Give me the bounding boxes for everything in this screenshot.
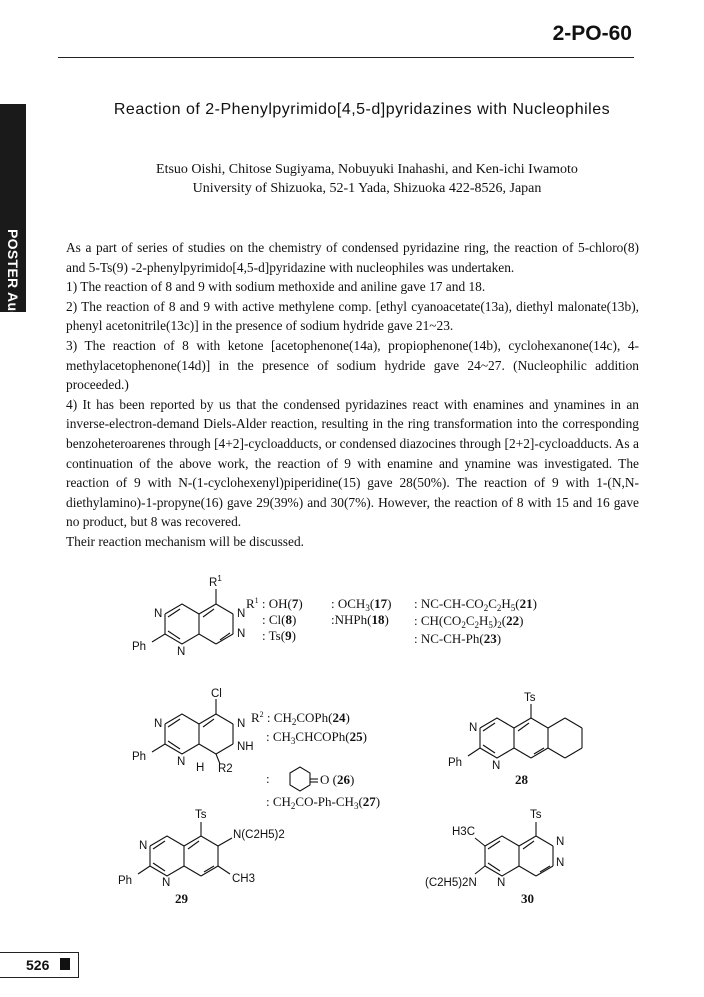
atom-n: N [492,760,501,772]
r1-och3: : $OCH_3(17)$ [331,596,392,613]
atom-n: N [556,836,565,848]
atom-n: N [237,718,246,730]
r1-nhph: :NHPh(18) [331,612,389,627]
side-tab-text: POSTER August 2 (Thu) [5,229,21,395]
atom-n: N [556,857,565,869]
page-marker-square [60,958,70,970]
r1-substituent-table [246,596,537,646]
atom-n: N [237,628,246,640]
abstract-item-3: 3) The reaction of 8 with ketone [acetophenone(14a), propiophenone(14b), cyclohexanone(14c), 4-methylacetophenone(14d)] in the presence of sodium hydride gave 24~27. (Nucleophilic addition proceeded.) [66,337,639,393]
atom-n: N [237,608,246,620]
structure-1-labels [132,574,245,658]
r1-label: $R^1$ [209,574,222,589]
atom-n: N [177,756,186,768]
compound-30 [425,809,564,906]
r2-27: : $CH_2CO-Ph-CH_3(27)$ [266,794,381,811]
abstract-item-4: 4) It has been reported by us that the condensed pyridazines react with enamines and ynamines in an inverse-electron-demand Diels-Alder reaction, resulting in the ring transformation into the corresponding benzoheteroarenes through [4+2]-cycloadducts, or condensed diazocines through [2+2]-cycloadducts. As a continuation of the above work, the reaction of 9 with enamine and ynamine was investigated. The reaction of 9 with N-(1-cyclohexenyl)piperidine(15) gave 28(50%). The reaction of 9 with 1-(N,N-diethylamino)-1-propyne(16) gave 29(39%) and 30(7%). However, the reaction of 8 with 15 and 16 gave no product, but 8 was recovered. [66,396,639,530]
ts-label: Ts [530,809,542,821]
r1-cyanoester: : $NC-CH-CO_2C_2H_5(21)$ [414,596,537,613]
atom-n: N [469,722,478,734]
abstract-item-1: 1) The reaction of 8 and 9 with sodium methoxide and aniline gave 17 and 18. [66,279,486,295]
diethylamino-label: (C2H5)2N [425,877,477,889]
methyl-label: H3C [452,826,476,838]
atom-n: N [139,840,148,852]
ts-label: Ts [195,809,207,821]
r2-25: : $CH_3CHCOPh(25)$ [266,729,367,746]
atom-n: N [162,877,171,889]
phenyl-label: Ph [132,641,147,653]
h-label: H [196,762,205,774]
chloro-label: Cl [211,688,222,700]
poster-code: 2-PO-60 [552,22,632,45]
atom-n: N [154,718,163,730]
compound-number: 28 [515,772,528,787]
diethylamino-label: N(C2H5)2 [233,829,285,841]
page-number: 526 [26,957,50,973]
r2-24: $R^2$ : $CH_2COPh(24)$ [251,710,350,727]
atom-n: N [154,608,163,620]
compound-28 [448,692,536,787]
r2-label: R2 [218,763,233,775]
r2-26-colon: : [266,771,270,786]
atom-n: N [497,877,506,889]
phenyl-label: Ph [448,757,463,769]
paper-title: Reaction of 2-Phenylpyrimido[4,5-d]pyridazines with Nucleophiles [113,101,611,118]
methyl-label: CH3 [232,873,256,885]
nh-label: NH [237,741,254,753]
phenyl-label: Ph [118,875,133,887]
r1-oh: $R^1$ : OH(7) [246,596,303,611]
atom-n: N [177,646,186,658]
r1-malonate: : $CH(CO_2C_2H_5)_2(22)$ [414,613,524,630]
r2-substituent-table [251,710,380,811]
r2-26: O (26) [320,772,355,787]
phenyl-label: Ph [132,751,147,763]
abstract-closing: Their reaction mechanism will be discussed. [66,533,304,549]
compound-number: 30 [521,891,534,906]
abstract-intro: As a part of series of studies on the chemistry of condensed pyridazine ring, the reaction of 5-chloro(8) and 5-Ts(9) -2-phenylpyrimido[4,5-d]pyridazine with nucleophiles was undertaken. [66,240,639,275]
r1-ts: : Ts(9) [262,628,296,643]
structure-2-labels [132,688,254,775]
r1-nitrile: : NC-CH-Ph(23) [414,631,502,646]
r1-cl: : Cl(8) [262,612,297,627]
abstract-item-2: 2) The reaction of 8 and 9 with active methylene comp. [ethyl cyanoacetate(13a), diethyl malonate(13b), phenyl acetonitrile(13c)] in the presence of sodium hydride gave 21~23. [66,298,639,334]
ts-label: Ts [524,692,536,704]
affiliation: University of Shizuoka, 52-1 Yada, Shizuoka 422-8526, Japan [192,181,542,196]
compound-number: 29 [175,891,188,906]
author-names: Etsuo Oishi, Chitose Sugiyama, Nobuyuki Inahashi, and Ken-ichi Iwamoto [156,162,578,177]
